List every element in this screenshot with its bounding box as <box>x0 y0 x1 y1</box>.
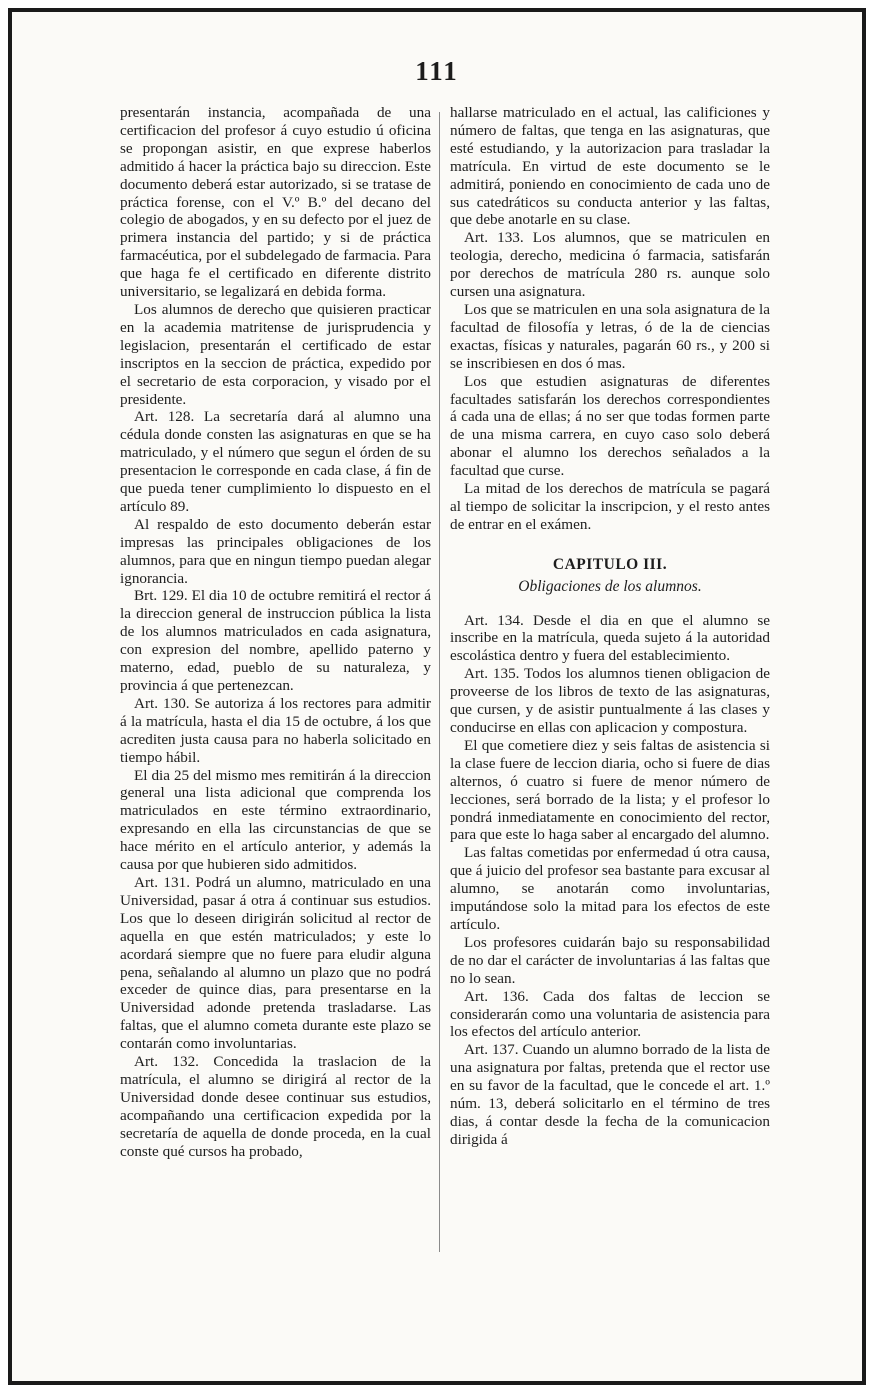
paragraph: Los que estudien asignaturas de diferentes facultades satisfarán los derechos correspondientes á cada una de ellas; á no ser que todas formen parte de una misma carrera, en cuyo caso solo deberá abonar el alumno los derechos señalados a la facultad que curse. <box>450 372 770 480</box>
paragraph: Art. 132. Concedida la traslacion de la matrícula, el alumno se dirigirá al rector de la Universidad donde desee continuar sus estudios, acompañando una certificacion expedida por la secretaría de aquella de donde proceda, en la cual conste qué cursos ha probado, <box>120 1053 431 1160</box>
left-column <box>120 104 431 1160</box>
paragraph: Al respaldo de esto documento deberán estar impresas las principales obligaciones de los alumnos, para que en ningun tiempo puedan alegar ignorancia. <box>120 515 431 587</box>
paragraph: Art. 137. Cuando un alumno borrado de la lista de una asignatura por faltas, pretenda que el rector use en su favor de la facultad, que le concede el art. 1.º núm. 13, deberá solicitarlo en el término de tres dias, á contar desde la fecha de la comunicacion dirigida á <box>450 1041 770 1148</box>
paragraph: Los profesores cuidarán bajo su responsabilidad de no dar el carácter de involuntarias á las faltas que no lo sean. <box>450 933 770 987</box>
paragraph: Los que se matriculen en una sola asignatura de la facultad de filosofía y letras, ó de la de ciencias exactas, físicas y naturales, pagarán 60 rs., y 200 si se inscribiesen en dos ó mas. <box>450 300 770 372</box>
page-number: 111 <box>415 56 459 86</box>
page-sheet <box>8 8 866 1385</box>
right-column <box>450 104 770 1149</box>
paragraph: El dia 25 del mismo mes remitirán á la direccion general una lista adicional que comprenda los matriculados en este término extraordinario, expresando en ella las circunstancias de que se hace mérito en el artículo anterior, y además la causa por que hubieren sido admitidos. <box>120 766 431 874</box>
paragraph: El que cometiere diez y seis faltas de asistencia si la clase fuere de leccion diaria, ocho si fuere de dias alternos, ó cuatro si fuere de menor número de lecciones, será borrado de la lista; y el profesor lo pondrá inmediatamente en conocimiento del rector, para que este lo haga saber al encargado del alumno. <box>450 736 770 844</box>
chapter-title: CAPITULO III. <box>552 555 668 573</box>
chapter-subtitle: Obligaciones de los alumnos. <box>518 577 702 595</box>
paragraph: Art. 136. Cada dos faltas de leccion se considerarán como una voluntaria de asistencia para los efectos del artículo anterior. <box>450 987 770 1041</box>
paragraph: Art. 133. Los alumnos, que se matriculen en teologia, derecho, medicina ó farmacia, satisfarán por derechos de matrícula 280 rs. aunque solo cursen una asignatura. <box>450 229 770 301</box>
paragraph: Las faltas cometidas por enfermedad ú otra causa, que á juicio del profesor sea bastante para excusar al alumno, se anotarán como involuntarias, imputándose solo la mitad para los efectos de este artículo. <box>450 844 770 933</box>
right-column-top <box>450 104 770 534</box>
paragraph: Art. 135. Todos los alumnos tienen obligacion de proveerse de los libros de texto de las asignaturas, que cursen, y de asistir puntualmente á las clases y conducirse en ellas con aplicacion y compostura. <box>450 665 770 736</box>
paragraph: Los alumnos de derecho que quisieren practicar en la academia matritense de jurisprudencia y legislacion, presentarán el certificado de estar inscriptos en la seccion de práctica, expedido por el secretario de esta corporacion, y visado por el presidente. <box>120 300 431 408</box>
paragraph: La mitad de los derechos de matrícula se pagará al tiempo de solicitar la inscripcion, y el resto antes de entrar en el exámen. <box>450 480 770 533</box>
paragraph: Art. 128. La secretaría dará al alumno una cédula donde consten las asignaturas en que se ha matriculado, y el número que segun el órden de su presentacion le corresponde en cada clase, á fin de que pueda tener cumplimiento lo dispuesto en el artículo 89. <box>120 408 431 515</box>
continued-paragraph: hallarse matriculado en el actual, las calificiones y número de faltas, que tenga en las asignaturas, que esté estudiando, y la autorizacion para trasladar la matrícula. En virtud de este documento se le admitirá, poniendo en conocimiento de cada uno de sus catedráticos su conducta anterior y las faltas, que debe anotarle en su clase. <box>450 104 770 229</box>
paragraph: Art. 134. Desde el dia en que el alumno se inscribe en la matrícula, queda sujeto á la autoridad escolástica dentro y fuera del establecimiento. <box>450 611 770 665</box>
paragraph: Art. 130. Se autoriza á los rectores para admitir á la matrícula, hasta el dia 15 de octubre, á los que acrediten justa causa para no haberla solicitado en tiempo hábil. <box>120 694 431 766</box>
continued-paragraph: presentarán instancia, acompañada de una certificacion del profesor á cuyo estudio ú oficina se propongan asistir, en que exprese haberlos admitido á hacer la práctica bajo su direccion. Este documento deberá estar autorizado, si se tratase de práctica forense, con el V.º B.º del decano del colegio de abogados, y en su defecto por el juez de primera instancia del partido; y si de práctica farmacéutica, por el subdelegado de farmacia. Para que haga fe el certificado en diferente distrito universitario, se legalizará en debida forma. <box>120 104 431 301</box>
right-column-bottom <box>450 612 770 1149</box>
paragraph: Brt. 129. El dia 10 de octubre remitirá el rector á la direccion general de instruccion pública la lista de los alumnos matriculados en cada asignatura, con expresion del nombre, apellido paterno y materno, edad, pueblo de su naturaleza, y provincia á que pertenezcan. <box>120 587 431 694</box>
paragraph: Art. 131. Podrá un alumno, matriculado en una Universidad, pasar á otra á continuar sus estudios. Los que lo deseen dirigirán solicitud al rector de aquella en que estén matriculados; y este lo acordará siempre que no fuere para eludir alguna pena, señalando al alumno un plazo que no podrá exceder de quince dias, para presentarse en la Universidad adonde pretenda trasladarse. Las faltas, que el alumno cometa durante este plazo se contarán como involuntarias. <box>120 873 431 1053</box>
column-divider <box>439 112 440 1252</box>
